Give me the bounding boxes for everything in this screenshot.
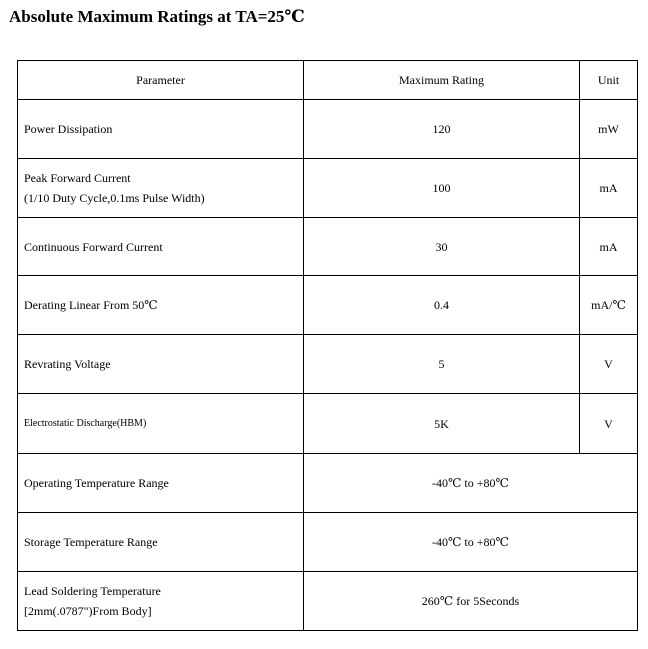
rating-cell: -40℃ to +80℃ xyxy=(304,513,638,572)
parameter-cell: Storage Temperature Range xyxy=(18,513,304,572)
rating-cell: 30 xyxy=(304,218,580,276)
parameter-cell: Continuous Forward Current xyxy=(18,218,304,276)
rating-cell: 5K xyxy=(304,394,580,454)
header-maximum-rating: Maximum Rating xyxy=(304,61,580,100)
unit-cell: V xyxy=(580,394,638,454)
parameter-line: Peak Forward Current xyxy=(24,171,131,185)
rating-cell: 120 xyxy=(304,100,580,159)
table-row xyxy=(18,100,638,159)
table-row xyxy=(18,513,638,572)
parameter-line: Lead Soldering Temperature xyxy=(24,584,161,598)
unit-cell: mA xyxy=(580,159,638,218)
rating-cell: 100 xyxy=(304,159,580,218)
unit-cell: mA/℃ xyxy=(580,276,638,335)
parameter-cell xyxy=(18,572,304,631)
rating-cell: 0.4 xyxy=(304,276,580,335)
table-row xyxy=(18,159,638,218)
parameter-cell: Operating Temperature Range xyxy=(18,454,304,513)
parameter-cell: Electrostatic Discharge(HBM) xyxy=(18,394,304,454)
table-row xyxy=(18,218,638,276)
ratings-table xyxy=(17,60,638,631)
table-row xyxy=(18,454,638,513)
table-row xyxy=(18,276,638,335)
header-parameter: Parameter xyxy=(18,61,304,100)
header-unit: Unit xyxy=(580,61,638,100)
parameter-cell: Revrating Voltage xyxy=(18,335,304,394)
table-row xyxy=(18,335,638,394)
rating-cell: 5 xyxy=(304,335,580,394)
rating-cell: 260℃ for 5Seconds xyxy=(304,572,638,631)
parameter-cell: Derating Linear From 50℃ xyxy=(18,276,304,335)
table-row xyxy=(18,572,638,631)
unit-cell: mA xyxy=(580,218,638,276)
parameter-line-2: (1/10 Duty Cycle,0.1ms Pulse Width) xyxy=(24,191,205,205)
parameter-line-2: [2mm(.0787")From Body] xyxy=(24,604,152,618)
page-title: Absolute Maximum Ratings at TA=25℃ xyxy=(9,7,305,26)
parameter-cell: Power Dissipation xyxy=(18,100,304,159)
table-header-row xyxy=(18,61,638,100)
table-row xyxy=(18,394,638,454)
unit-cell: mW xyxy=(580,100,638,159)
rating-cell: -40℃ to +80℃ xyxy=(304,454,638,513)
parameter-cell xyxy=(18,159,304,218)
unit-cell: V xyxy=(580,335,638,394)
